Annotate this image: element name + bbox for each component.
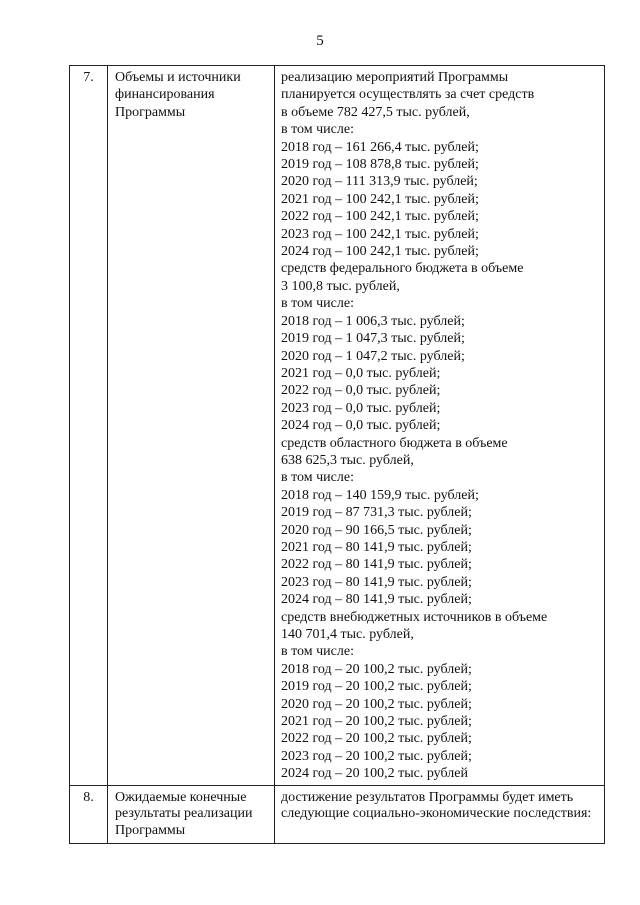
content-line: 2024 год – 80 141,9 тыс. рублей; [281, 592, 472, 608]
content-line: 2020 год – 111 313,9 тыс. рублей; [281, 174, 478, 190]
passport-table [69, 65, 605, 844]
content-line: 2021 год – 20 100,2 тыс. рублей; [281, 714, 472, 730]
content-line: 2024 год – 20 100,2 тыс. рублей [281, 766, 468, 782]
content-line: 2018 год – 140 159,9 тыс. рублей; [281, 487, 479, 503]
row-content [275, 66, 605, 786]
page-number: 5 [316, 33, 324, 49]
content-line: планируется осуществлять за счет средств [281, 87, 535, 103]
content-line: 3 100,8 тыс. рублей, [281, 278, 400, 294]
content-line: 140 701,4 тыс. рублей, [281, 627, 414, 642]
content-line: в том числе: [281, 122, 354, 138]
content-line: 2018 год – 161 266,4 тыс. рублей; [281, 139, 479, 155]
content-line: 2021 год – 80 141,9 тыс. рублей; [281, 539, 472, 555]
content-line: 2024 год – 0,0 тыс. рублей; [281, 418, 441, 434]
content-line: 2018 год – 20 100,2 тыс. рублей; [281, 661, 472, 677]
content-line: 2022 год – 100 242,1 тыс. рублей; [281, 209, 479, 225]
row-number: 7. [70, 66, 108, 786]
content-line: 2022 год – 0,0 тыс. рублей; [281, 383, 441, 399]
table-row [70, 66, 605, 786]
row-label: Ожидаемые конечные результаты реализации Программы [108, 785, 275, 843]
content-line: средств областного бюджета в объеме [281, 435, 508, 451]
content-line: в том числе: [281, 644, 354, 660]
content-line: 2018 год – 1 006,3 тыс. рублей; [281, 313, 465, 329]
content-line: средств федерального бюджета в объеме [281, 261, 524, 277]
content-line: 2023 год – 100 242,1 тыс. рублей; [281, 226, 479, 242]
content-line: 638 625,3 тыс. рублей, [281, 452, 414, 468]
content-line: 2019 год – 87 731,3 тыс. рублей; [281, 505, 472, 521]
content-line: 2019 год – 1 047,3 тыс. рублей; [281, 331, 465, 347]
row-number: 8. [70, 785, 108, 843]
content-line: 2019 год – 20 100,2 тыс. рублей; [281, 679, 472, 695]
content-line: 2023 год – 0,0 тыс. рублей; [281, 400, 441, 416]
content-line: средств внебюджетных источников в объеме [281, 609, 548, 625]
content-line: 2023 год – 20 100,2 тыс. рублей; [281, 748, 472, 764]
content-line: 2023 год – 80 141,9 тыс. рублей; [281, 574, 472, 590]
table-row [70, 785, 605, 843]
content-line: достижение результатов Программы будет иметь следующие социально-экономические последствия: [281, 789, 592, 822]
content-line: 2021 год – 0,0 тыс. рублей; [281, 365, 441, 381]
content-line: 2020 год – 1 047,2 тыс. рублей; [281, 348, 465, 364]
content-line: 2019 год – 108 878,8 тыс. рублей; [281, 157, 479, 173]
content-line: в том числе: [281, 296, 354, 312]
row-label: Объемы и источники финансирования Программы [108, 66, 275, 786]
content-line: в том числе: [281, 470, 354, 486]
content-line: 2021 год – 100 242,1 тыс. рублей; [281, 191, 479, 207]
content-line: 2022 год – 80 141,9 тыс. рублей; [281, 557, 472, 573]
row-content [275, 785, 605, 843]
content-line: в объеме 782 427,5 тыс. рублей, [281, 104, 470, 120]
content-line: 2020 год – 20 100,2 тыс. рублей; [281, 696, 472, 712]
content-line: 2024 год – 100 242,1 тыс. рублей; [281, 244, 479, 260]
content-line: 2020 год – 90 166,5 тыс. рублей; [281, 522, 472, 538]
content-line: 2022 год – 20 100,2 тыс. рублей; [281, 731, 472, 747]
content-line: реализацию мероприятий Программы [281, 70, 509, 85]
